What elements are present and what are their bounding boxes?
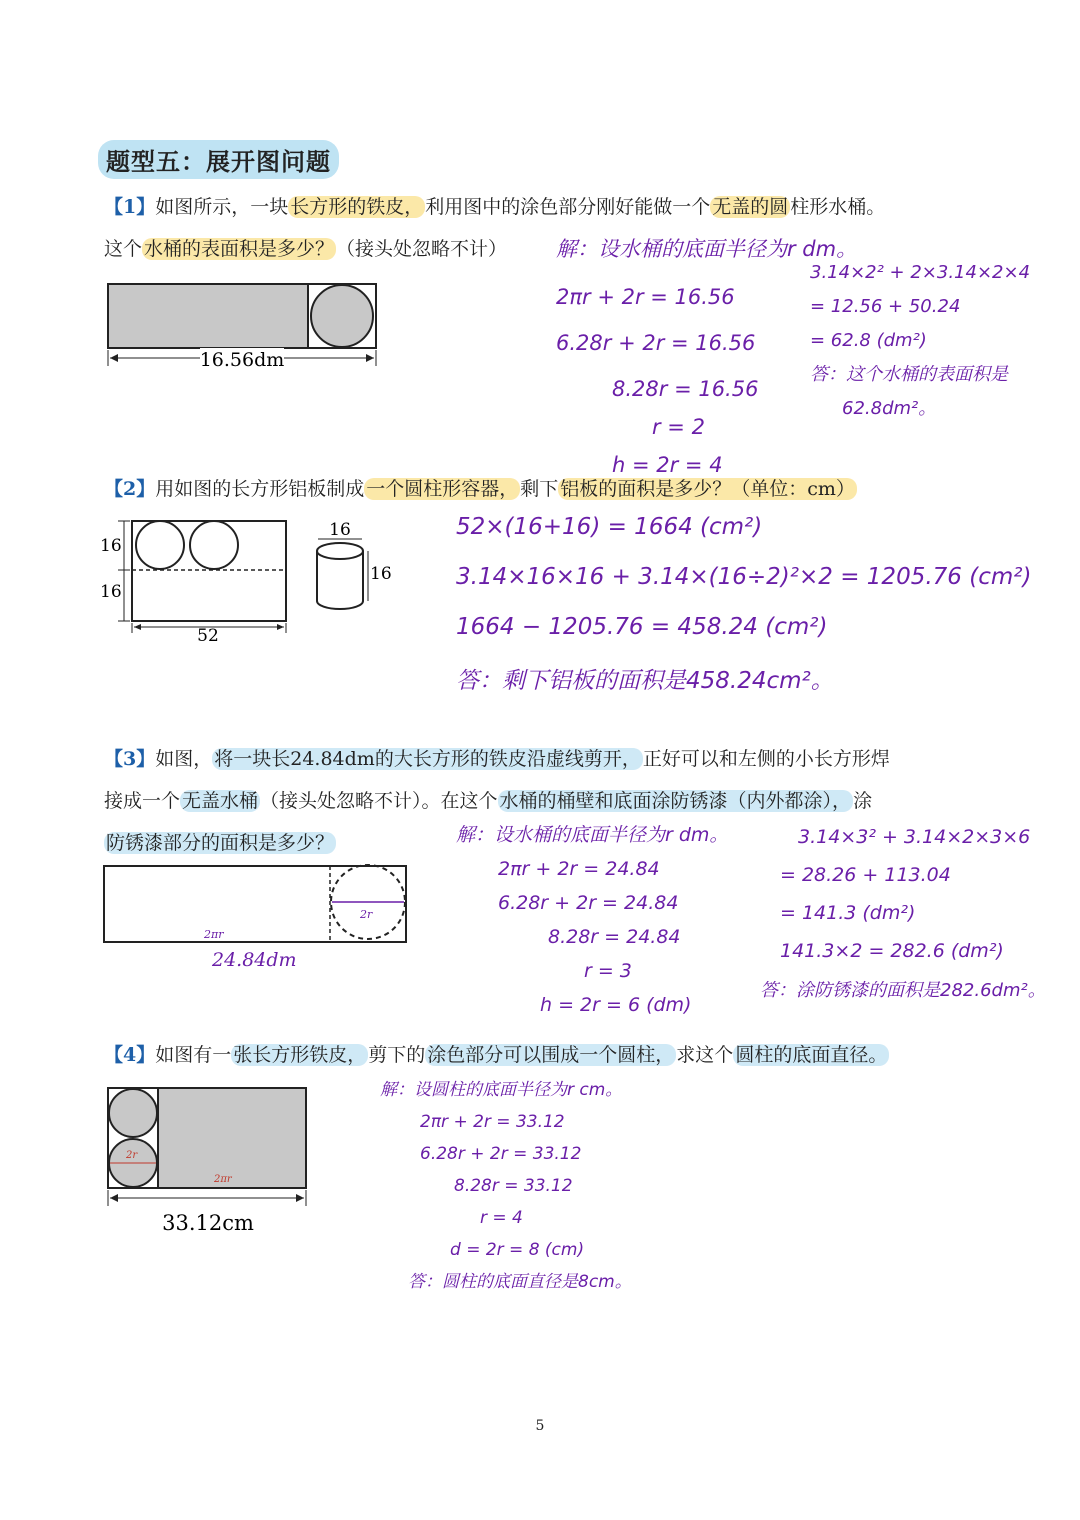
text: 涂 [853,790,873,812]
shaded-rectangle [158,1088,306,1188]
highlight: 长方形的铁皮， [290,196,424,218]
work-line: 141.3×2 = 282.6 (dm²) [780,940,1004,962]
text: 如图， [155,748,213,770]
text: 求这个 [676,1044,734,1066]
diameter-label: 2r [360,908,373,921]
text: 剩下 [520,478,559,500]
work-line: 答：圆柱的底面直径是8cm。 [408,1272,632,1292]
iron-sheet [104,866,406,942]
arrow-left-icon [134,624,141,630]
highlight: 一个圆柱形容器， [366,478,519,500]
highlight: 无盖水桶 [182,790,259,812]
cylinder-diameter-label: 16 [329,520,351,540]
highlight: 圆柱的底面直径。 [735,1044,888,1066]
height-label-top: 16 [100,536,122,556]
height-label-bottom: 16 [100,582,122,602]
work-line: 解：设水桶的底面半径为r dm。 [456,824,729,846]
work-line: 2πr + 2r = 33.12 [420,1112,565,1132]
width-label: 52 [197,626,219,645]
work-line: 答：这个水桶的表面积是 [810,364,1008,385]
text: （接头处忽略不计）。在这个 [260,790,498,812]
text: 柱形水桶。 [790,196,886,218]
text: 如图有一 [155,1044,232,1066]
highlight: 无盖的圆 [712,196,789,218]
work-line: r = 3 [584,960,632,982]
circle-base [311,285,373,347]
length-label: 24.84dm [212,949,297,971]
work-line: r = 2 [652,415,705,439]
text: 接成一个 [104,790,181,812]
problem-1-line-1 [104,186,885,228]
problem-1-line-2 [104,228,507,270]
problem-3-work-left [456,818,728,1022]
work-line: 2πr + 2r = 16.56 [556,285,735,309]
circumference-label: 2πr [204,928,224,941]
shaded-rectangle [108,284,308,348]
width-label: 33.12cm [162,1211,254,1235]
circle-left [136,521,184,569]
highlight: 防锈漆部分的面积是多少？ [106,832,335,854]
problem-3-work-right [780,818,1030,970]
work-line: 6.28r + 2r = 24.84 [498,892,679,914]
arrow-left-icon [110,1194,118,1202]
highlight: 水桶的表面积是多少？ [144,238,335,260]
work-line: 62.8dm²。 [842,398,937,419]
work-line: 解：设圆柱的底面半径为r cm。 [380,1080,623,1100]
work-line: 解：设水桶的底面半径为r dm。 [556,237,858,261]
highlight: 水桶的桶壁和底面涂防锈漆（内外都涂）， [499,790,852,812]
arrow-right-icon [296,1194,304,1202]
work-line: 6.28r + 2r = 16.56 [556,331,756,355]
arrow-left-icon [110,354,118,362]
work-line: d = 2r = 8 (cm) [450,1240,585,1260]
problem-3-line-3 [104,822,336,864]
problem-4-line-1 [104,1034,889,1076]
highlight: 将一块长24.84dm的大长方形的铁皮沿虚线剪开， [214,748,641,770]
text: 如图所示，一块 [155,196,289,218]
problem-2-number: 【2】 [104,478,156,500]
work-line: 8.28r = 33.12 [454,1176,573,1196]
problem-3-line-1 [104,738,890,780]
text: 剪下的 [368,1044,426,1066]
text: 正好可以和左侧的小长方形焊 [642,748,890,770]
work-line: = 12.56 + 50.24 [810,296,961,317]
page-number: 5 [535,1418,545,1434]
work-line: 3.14×3² + 3.14×2×3×6 [798,826,1031,848]
cylinder-height-label: 16 [370,564,392,584]
width-label: 16.56dm [199,349,285,371]
work-line: = 141.3 (dm²) [780,902,916,924]
work-line: 3.14×2² + 2×3.14×2×4 [810,262,1031,283]
problem-3-line-2 [104,780,872,822]
problem-1-work-right [810,256,1030,426]
cylinder-bottom [317,601,363,609]
problem-2-work [456,502,1031,706]
highlight: 铝板的面积是多少？（单位：cm） [560,478,855,500]
work-line: h = 2r = 6 (dm) [540,994,692,1016]
problem-4-work [380,1074,632,1298]
problem-2-figure [96,515,406,645]
problem-4-number: 【4】 [104,1044,156,1066]
problem-3-answer: 答：涂防锈漆的面积是282.6dm²。 [760,980,1046,1001]
highlight: 张长方形铁皮， [233,1044,367,1066]
work-line: 8.28r = 16.56 [612,377,759,401]
text: 这个 [104,238,143,260]
highlight: 涂色部分可以围成一个圆柱， [427,1044,675,1066]
circle-top [109,1089,157,1137]
work-line: 8.28r = 24.84 [548,926,681,948]
arrow-right-icon [277,624,284,630]
text: 利用图中的涂色部分刚好能做一个 [425,196,711,218]
problem-4-figure [100,1084,320,1244]
work-line: 6.28r + 2r = 33.12 [420,1144,582,1164]
problem-3-number: 【3】 [104,748,156,770]
problem-3-figure [100,862,420,977]
arrow-right-icon [366,354,374,362]
work-line: 答：剩下铝板的面积是458.24cm²。 [456,668,834,694]
section-title: 题型五：展开图问题 [98,140,339,179]
work-line: 2πr + 2r = 24.84 [498,858,660,880]
circle-right [190,521,238,569]
work-line: h = 2r = 4 [612,453,723,477]
diameter-label: 2r [126,1150,138,1161]
work-line: 1664 − 1205.76 = 458.24 (cm²) [456,614,828,640]
text: （接头处忽略不计） [336,238,508,260]
work-line: = 62.8 (dm²) [810,330,927,351]
work-line: = 28.26 + 113.04 [780,864,951,886]
circumference-label: 2πr [214,1174,232,1185]
work-line: 3.14×16×16 + 3.14×(16÷2)²×2 = 1205.76 (cm²) [456,564,1032,590]
work-line: 52×(16+16) = 1664 (cm²) [456,514,763,540]
cylinder-top [317,543,363,559]
problem-1-number: 【1】 [104,196,156,218]
work-line: r = 4 [480,1208,523,1228]
problem-1-figure [100,278,390,378]
text: 用如图的长方形铝板制成 [155,478,365,500]
